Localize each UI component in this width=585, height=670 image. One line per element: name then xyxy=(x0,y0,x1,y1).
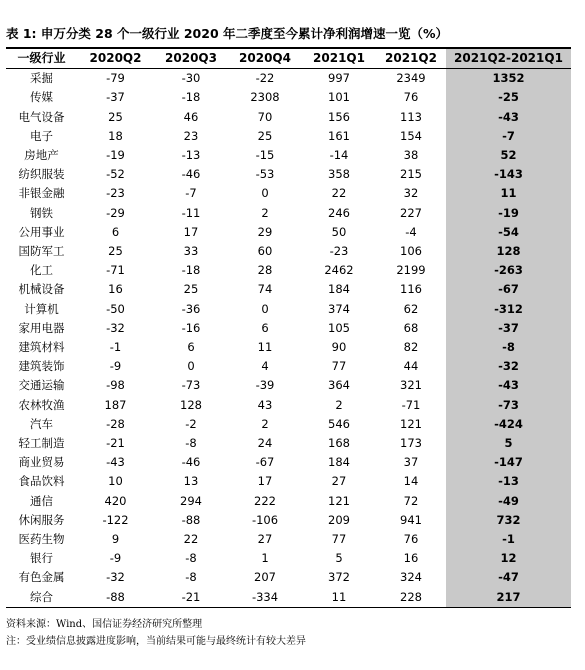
value-cell: 184 xyxy=(328,455,350,470)
industry-cell: 电气设备 xyxy=(18,109,65,124)
table-row xyxy=(6,261,571,280)
industry-cell: 食品饮料 xyxy=(18,474,65,489)
industry-cell: 钢铁 xyxy=(30,205,53,220)
table-row xyxy=(6,146,571,165)
industry-cell: 国防军工 xyxy=(18,244,65,259)
value-cell: -122 xyxy=(102,512,129,527)
value-cell: -106 xyxy=(251,512,279,527)
table-row xyxy=(6,568,571,587)
value-cell: 6 xyxy=(111,224,120,239)
value-cell: -30 xyxy=(181,71,201,86)
diff-cell: 217 xyxy=(446,588,571,608)
diff-cell: -424 xyxy=(446,415,571,434)
industry-cell: 休闲服务 xyxy=(18,512,65,527)
value-cell: -19 xyxy=(106,148,125,163)
value-cell: 184 xyxy=(328,282,350,297)
value-cell: 6 xyxy=(261,320,269,335)
value-cell: -53 xyxy=(255,167,275,182)
table-body xyxy=(6,69,571,608)
diff-cell: -8 xyxy=(446,338,571,357)
table-row xyxy=(6,434,571,453)
industry-cell: 轻工制造 xyxy=(18,436,65,451)
value-cell: 77 xyxy=(331,532,347,547)
industry-cell: 家用电器 xyxy=(18,320,65,335)
value-cell: 358 xyxy=(328,167,350,182)
value-cell: -29 xyxy=(106,205,125,220)
value-cell: -67 xyxy=(255,455,275,470)
value-cell: 43 xyxy=(257,397,273,412)
value-cell: -52 xyxy=(106,167,125,182)
value-cell: -46 xyxy=(181,455,201,470)
value-cell: -43 xyxy=(106,455,125,470)
value-cell: 997 xyxy=(328,71,350,86)
value-cell: 37 xyxy=(403,455,419,470)
table-row xyxy=(6,588,571,608)
industry-cell: 建筑装饰 xyxy=(18,359,65,374)
value-cell: -73 xyxy=(181,378,201,393)
value-cell: 546 xyxy=(328,416,350,431)
value-cell: -79 xyxy=(106,71,125,86)
industry-cell: 采掘 xyxy=(30,71,53,86)
table-row xyxy=(6,165,571,184)
value-cell: 374 xyxy=(328,301,350,316)
value-cell: -32 xyxy=(106,570,125,585)
value-cell: 25 xyxy=(257,128,273,143)
value-cell: 364 xyxy=(328,378,350,393)
source-note: 资料来源：Wind、国信证券经济研究所整理 xyxy=(6,619,203,630)
value-cell: 13 xyxy=(183,474,199,489)
value-cell: 6 xyxy=(187,340,195,355)
value-cell: 227 xyxy=(400,205,422,220)
value-cell: 16 xyxy=(108,282,123,297)
value-cell: 207 xyxy=(254,570,276,585)
value-cell: 161 xyxy=(328,128,350,143)
diff-cell: -47 xyxy=(446,568,571,587)
table-row xyxy=(6,549,571,568)
table-row xyxy=(6,511,571,530)
value-cell: 17 xyxy=(257,474,273,489)
value-cell: 1 xyxy=(261,551,269,566)
value-cell: 76 xyxy=(403,90,419,105)
industry-cell: 有色金属 xyxy=(18,570,65,585)
industry-cell: 银行 xyxy=(30,551,53,566)
value-cell: -71 xyxy=(401,397,421,412)
value-cell: 156 xyxy=(328,109,350,124)
industry-cell: 汽车 xyxy=(30,416,53,431)
diff-cell: 732 xyxy=(446,511,571,530)
value-cell: 2199 xyxy=(396,263,426,278)
industry-cell: 房地产 xyxy=(24,148,59,163)
table-row xyxy=(6,127,571,146)
value-cell: -46 xyxy=(181,167,201,182)
value-cell: 324 xyxy=(400,570,422,585)
value-cell: 0 xyxy=(261,301,269,316)
table-row xyxy=(6,242,571,261)
value-cell: 10 xyxy=(108,474,123,489)
industry-cell: 农林牧渔 xyxy=(18,397,65,412)
value-cell: 154 xyxy=(400,128,422,143)
value-cell: 33 xyxy=(183,244,199,259)
diff-cell: -13 xyxy=(446,472,571,491)
value-cell: 27 xyxy=(257,532,273,547)
value-cell: -21 xyxy=(154,588,228,608)
value-cell: -88 xyxy=(77,588,154,608)
table-row xyxy=(6,280,571,299)
table-row xyxy=(6,88,571,107)
value-cell: -50 xyxy=(106,301,125,316)
value-cell: 60 xyxy=(257,244,273,259)
value-cell: 173 xyxy=(400,436,422,451)
footnote: 注：受业绩信息披露进度影响，当前结果可能与最终统计有较大差异 xyxy=(6,636,306,647)
value-cell: 18 xyxy=(108,128,123,143)
diff-cell: -19 xyxy=(446,204,571,223)
value-cell: 46 xyxy=(183,109,199,124)
value-cell: 209 xyxy=(328,512,350,527)
value-cell: -13 xyxy=(181,148,201,163)
value-cell: 38 xyxy=(403,148,419,163)
value-cell: -98 xyxy=(106,378,125,393)
industry-cell: 机械设备 xyxy=(18,282,65,297)
column-header: 2020Q3 xyxy=(154,49,228,69)
value-cell: -9 xyxy=(109,359,122,374)
table-row xyxy=(6,530,571,549)
value-cell: -11 xyxy=(181,205,201,220)
column-header: 一级行业 xyxy=(6,49,77,69)
diff-cell: 11 xyxy=(446,184,571,203)
table-row xyxy=(6,396,571,415)
value-cell: 17 xyxy=(183,224,199,239)
diff-cell: -25 xyxy=(446,88,571,107)
industry-cell: 商业贸易 xyxy=(18,455,65,470)
value-cell: 2 xyxy=(261,416,269,431)
value-cell: -2 xyxy=(185,416,197,431)
value-cell: 246 xyxy=(328,205,350,220)
value-cell: 101 xyxy=(328,90,350,105)
value-cell: 72 xyxy=(403,493,419,508)
diff-cell: -43 xyxy=(446,376,571,395)
value-cell: 11 xyxy=(257,340,273,355)
value-cell: 187 xyxy=(104,397,127,412)
value-cell: 372 xyxy=(328,570,350,585)
value-cell: 5 xyxy=(335,551,343,566)
value-cell: 23 xyxy=(183,128,199,143)
value-cell: 82 xyxy=(403,340,419,355)
value-cell: 70 xyxy=(257,109,273,124)
table-row xyxy=(6,108,571,127)
value-cell: 11 xyxy=(302,588,376,608)
value-cell: 106 xyxy=(400,244,422,259)
industry-cell: 传媒 xyxy=(30,90,53,105)
table-row xyxy=(6,338,571,357)
table-row xyxy=(6,223,571,242)
value-cell: 27 xyxy=(331,474,347,489)
value-cell: 0 xyxy=(187,359,195,374)
value-cell: 22 xyxy=(183,532,199,547)
industry-cell: 非银金融 xyxy=(18,186,65,201)
value-cell: 321 xyxy=(400,378,422,393)
diff-cell: -73 xyxy=(446,396,571,415)
table-row xyxy=(6,415,571,434)
value-cell: 420 xyxy=(104,493,127,508)
value-cell: 25 xyxy=(183,282,199,297)
diff-cell: -32 xyxy=(446,357,571,376)
table-row xyxy=(6,376,571,395)
value-cell: 0 xyxy=(261,186,269,201)
diff-cell: -54 xyxy=(446,223,571,242)
growth-table xyxy=(6,49,571,608)
value-cell: 90 xyxy=(331,340,347,355)
value-cell: 4 xyxy=(261,359,269,374)
value-cell: -21 xyxy=(106,436,125,451)
value-cell: 24 xyxy=(257,436,273,451)
value-cell: 215 xyxy=(400,167,422,182)
value-cell: 2462 xyxy=(324,263,354,278)
value-cell: -36 xyxy=(181,301,201,316)
value-cell: 2 xyxy=(261,205,269,220)
diff-cell: 128 xyxy=(446,242,571,261)
industry-cell: 交通运输 xyxy=(18,378,65,393)
value-cell: 25 xyxy=(108,109,123,124)
value-cell: 105 xyxy=(328,320,350,335)
value-cell: -23 xyxy=(106,186,125,201)
table-row xyxy=(6,184,571,203)
value-cell: -37 xyxy=(106,90,125,105)
diff-cell: -7 xyxy=(446,127,571,146)
value-cell: 32 xyxy=(403,186,419,201)
value-cell: 14 xyxy=(403,474,419,489)
value-cell: -9 xyxy=(109,551,122,566)
diff-cell: -143 xyxy=(446,165,571,184)
value-cell: -28 xyxy=(106,416,125,431)
value-cell: 62 xyxy=(403,301,419,316)
value-cell: 44 xyxy=(403,359,419,374)
industry-cell: 公用事业 xyxy=(18,224,65,239)
value-cell: 29 xyxy=(257,224,273,239)
value-cell: 2308 xyxy=(250,90,280,105)
table-title: 表 1: 申万分类 28 个一级行业 2020 年二季度至今累计净利润增速一览（%） xyxy=(6,26,449,41)
value-cell: -7 xyxy=(185,186,197,201)
value-cell: -32 xyxy=(106,320,125,335)
industry-cell: 纺织服装 xyxy=(18,167,65,182)
table-row xyxy=(6,357,571,376)
value-cell: 168 xyxy=(328,436,350,451)
diff-cell: 1352 xyxy=(446,69,571,89)
industry-cell: 建筑材料 xyxy=(18,340,65,355)
value-cell: 941 xyxy=(400,512,422,527)
value-cell: 2 xyxy=(335,397,343,412)
column-header-highlight: 2021Q2-2021Q1 xyxy=(446,49,571,69)
value-cell: -1 xyxy=(109,340,122,355)
value-cell: 113 xyxy=(400,109,422,124)
value-cell: -39 xyxy=(255,378,275,393)
value-cell: 77 xyxy=(331,359,347,374)
value-cell: 128 xyxy=(180,397,202,412)
value-cell: 74 xyxy=(257,282,273,297)
value-cell: 228 xyxy=(376,588,446,608)
value-cell: -15 xyxy=(255,148,275,163)
value-cell: 16 xyxy=(403,551,419,566)
diff-cell: -49 xyxy=(446,492,571,511)
diff-cell: 5 xyxy=(446,434,571,453)
column-header: 2021Q1 xyxy=(302,49,376,69)
industry-cell: 计算机 xyxy=(24,301,59,316)
industry-cell: 通信 xyxy=(30,493,53,508)
diff-cell: -312 xyxy=(446,300,571,319)
diff-cell: -43 xyxy=(446,108,571,127)
value-cell: -14 xyxy=(329,148,349,163)
value-cell: 121 xyxy=(328,493,350,508)
value-cell: 294 xyxy=(180,493,202,508)
column-header: 2021Q2 xyxy=(376,49,446,69)
value-cell: 9 xyxy=(111,532,120,547)
value-cell: -18 xyxy=(181,263,201,278)
industry-cell: 医药生物 xyxy=(18,532,65,547)
value-cell: 28 xyxy=(257,263,273,278)
value-cell: 25 xyxy=(108,244,123,259)
value-cell: -16 xyxy=(181,320,201,335)
diff-cell: -147 xyxy=(446,453,571,472)
value-cell: -18 xyxy=(181,90,201,105)
industry-cell: 电子 xyxy=(30,128,53,143)
diff-cell: -1 xyxy=(446,530,571,549)
diff-cell: -67 xyxy=(446,280,571,299)
diff-cell: 52 xyxy=(446,146,571,165)
notes xyxy=(6,616,576,650)
value-cell: -8 xyxy=(185,436,197,451)
value-cell: 2349 xyxy=(396,71,426,86)
diff-cell: 12 xyxy=(446,549,571,568)
value-cell: -88 xyxy=(181,512,201,527)
table-row xyxy=(6,69,571,89)
value-cell: 50 xyxy=(331,224,347,239)
value-cell: -8 xyxy=(185,551,197,566)
table-row xyxy=(6,300,571,319)
column-header: 2020Q4 xyxy=(228,49,302,69)
value-cell: -4 xyxy=(405,224,417,239)
header-row xyxy=(6,49,571,69)
value-cell: 68 xyxy=(403,320,419,335)
industry-cell: 综合 xyxy=(6,588,77,608)
value-cell: -71 xyxy=(106,263,125,278)
value-cell: 116 xyxy=(400,282,422,297)
diff-cell: -37 xyxy=(446,319,571,338)
value-cell: -22 xyxy=(255,71,275,86)
value-cell: 76 xyxy=(403,532,419,547)
industry-cell: 化工 xyxy=(30,263,53,278)
column-header: 2020Q2 xyxy=(77,49,154,69)
table-row xyxy=(6,453,571,472)
value-cell: -23 xyxy=(329,244,349,259)
value-cell: 121 xyxy=(400,416,422,431)
value-cell: 222 xyxy=(254,493,276,508)
diff-cell: -263 xyxy=(446,261,571,280)
value-cell: -334 xyxy=(228,588,302,608)
value-cell: -8 xyxy=(185,570,197,585)
table-row xyxy=(6,472,571,491)
table-row xyxy=(6,492,571,511)
table-row xyxy=(6,204,571,223)
value-cell: 22 xyxy=(331,186,347,201)
table-row xyxy=(6,319,571,338)
